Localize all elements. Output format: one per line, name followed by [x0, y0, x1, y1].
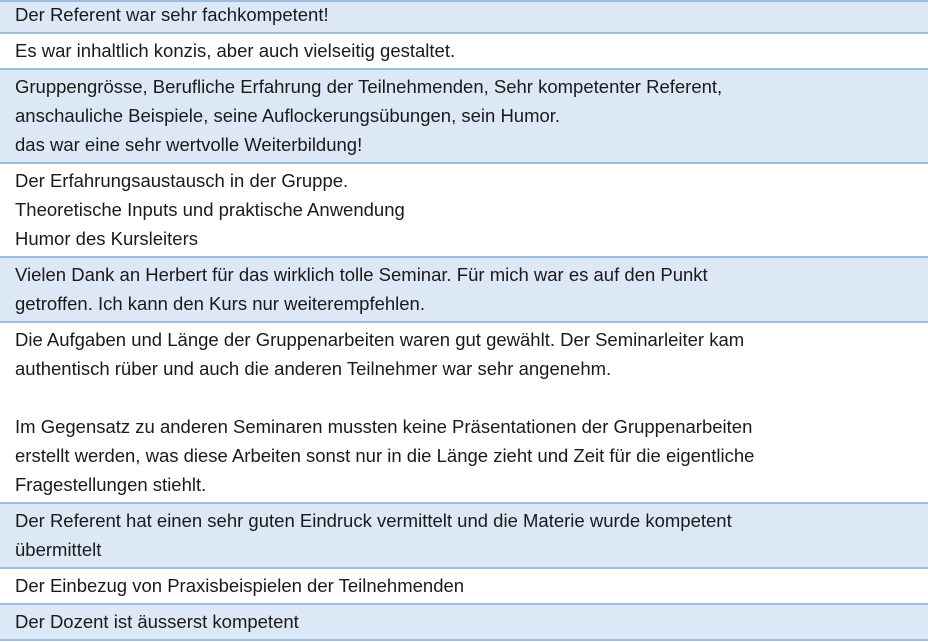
feedback-line: Vielen Dank an Herbert für das wirklich tolle Seminar. Für mich war es auf den Punkt — [15, 264, 708, 285]
feedback-line: Theoretische Inputs und praktische Anwendung — [15, 199, 405, 220]
feedback-line: Der Erfahrungsaustausch in der Gruppe. — [15, 170, 349, 191]
feedback-row — [0, 70, 928, 164]
feedback-line — [15, 383, 928, 412]
feedback-line: getroffen. Ich kann den Kurs nur weiterempfehlen. — [15, 293, 425, 314]
feedback-line: Gruppengrösse, Berufliche Erfahrung der Teilnehmenden, Sehr kompetenter Referent, — [15, 76, 723, 97]
feedback-line: Der Einbezug von Praxisbeispielen der Teilnehmenden — [15, 575, 465, 596]
feedback-line: authentisch rüber und auch die anderen Teilnehmer war sehr angenehm. — [15, 358, 612, 379]
feedback-row — [0, 504, 928, 569]
feedback-line: anschauliche Beispiele, seine Auflockerungsübungen, sein Humor. — [15, 105, 561, 126]
feedback-line: Humor des Kursleiters — [15, 228, 199, 249]
feedback-row — [0, 164, 928, 258]
feedback-row — [0, 34, 928, 70]
feedback-row — [0, 0, 928, 34]
feedback-row — [0, 258, 928, 323]
feedback-line: Die Aufgaben und Länge der Gruppenarbeiten waren gut gewählt. Der Seminarleiter kam — [15, 329, 745, 350]
feedback-line: Der Dozent ist äusserst kompetent — [15, 611, 299, 632]
feedback-line: Der Referent war sehr fachkompetent! — [15, 4, 329, 25]
feedback-line: Fragestellungen stiehlt. — [15, 474, 207, 495]
feedback-line: übermittelt — [15, 539, 102, 560]
feedback-line: das war eine sehr wertvolle Weiterbildung! — [15, 134, 363, 155]
feedback-row — [0, 605, 928, 641]
feedback-line: Der Referent hat einen sehr guten Eindruck vermittelt und die Materie wurde kompetent — [15, 510, 732, 531]
feedback-line: Im Gegensatz zu anderen Seminaren mussten keine Präsentationen der Gruppenarbeiten — [15, 416, 753, 437]
feedback-line: erstellt werden, was diese Arbeiten sonst nur in die Länge zieht und Zeit für die eigentliche — [15, 445, 755, 466]
feedback-line: Es war inhaltlich konzis, aber auch vielseitig gestaltet. — [15, 40, 456, 61]
feedback-row — [0, 569, 928, 605]
feedback-row — [0, 323, 928, 504]
